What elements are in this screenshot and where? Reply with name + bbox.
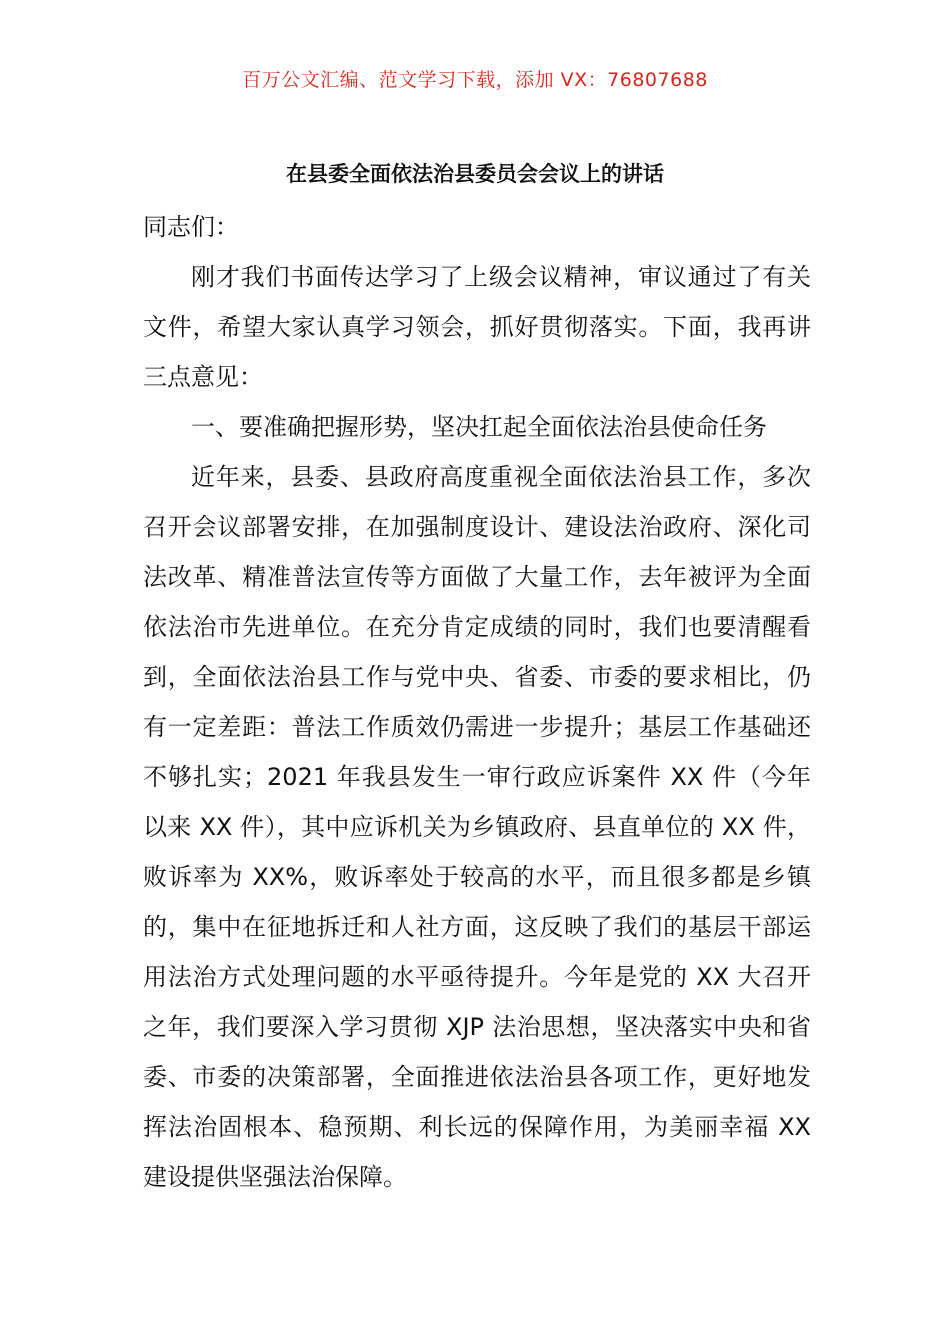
section-heading: 一、要准确把握形势，坚决扛起全面依法治县使命任务 bbox=[191, 413, 767, 441]
header-notice: 百万公文汇编、范文学习下载，添加 VX：76807688 bbox=[242, 69, 708, 91]
paragraph-intro: 刚才我们书面传达学习了上级会议精神，审议通过了有关文件，希望大家认真学习领会，抓好贯彻落实。下面，我再讲三点意见： bbox=[143, 263, 811, 391]
paragraph-body: 近年来，县委、县政府高度重视全面依法治县工作，多次召开会议部署安排，在加强制度设计、建设法治政府、深化司法改革、精准普法宣传等方面做了大量工作，去年被评为全面依法治市先进单位。在充分肯定成绩的同时，我们也要清醒看到，全面依法治县工作与党中央、省委、市委的要求相比，仍有一定差距：普法工作质效仍需进一步提升；基层工作基础还不够扎实；2021 年我县发生一审行政应诉案件 XX 件（今年以来 XX 件），其中应诉机关为乡镇政府、县直单位的 XX 件，败诉率为 XX%，败诉率处于较高的水平，而且很多都是乡镇的，集中在征地拆迁和人社方面，这反映了我们的基层干部运用法治方式处理问题的水平亟待提升。今年是党的 XX 大召开之年，我们要深入学习贯彻 XJP 法治思想，坚决落实中央和省委、市委的决策部署，全面推进依法治县各项工作，更好地发挥法治固根本、稳预期、利长远的保障作用，为美丽幸福 XX 建设提供坚强法治保障。 bbox=[143, 463, 811, 1191]
salutation: 同志们： bbox=[143, 213, 239, 241]
document-body bbox=[143, 202, 811, 1202]
document-title: 在县委全面依法治县委员会会议上的讲话 bbox=[286, 162, 664, 186]
